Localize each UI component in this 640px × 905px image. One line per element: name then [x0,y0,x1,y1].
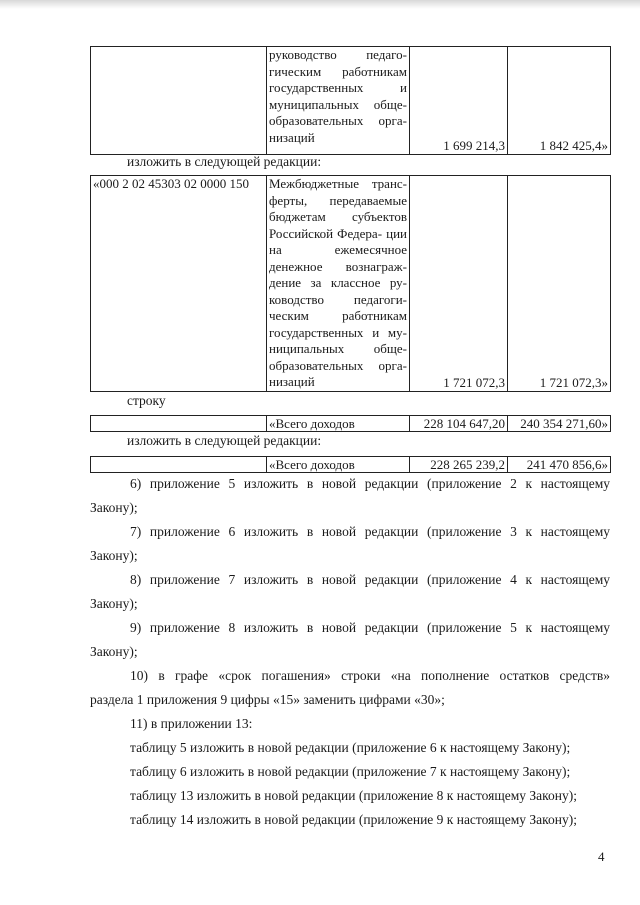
code-cell: «000 2 02 45303 02 0000 150 [91,176,267,392]
description-cell [267,47,410,155]
table-row [91,47,611,155]
table-14-item: таблицу 14 изложить в новой редакции (приложение 9 к настоящему Закону); [130,812,578,827]
value-cell-1: 1 721 072,3 [410,176,508,392]
scan-top-edge [0,0,640,9]
paragraph-9-cont: Закону); [90,644,138,659]
code-cell [91,416,267,432]
value-cell-1: 1 699 214,3 [410,47,508,155]
row-label: строку [127,393,166,408]
value-cell-2: 1 721 072,3» [508,176,611,392]
page-number: 4 [598,849,605,864]
description-text: Межбюджетные транс- ферты, передаваемые бюджетам субъектов Российской Федера- ции на ежемесячное денежное вознаграж- дение за классное ру- ководство педагоги- ческим работникам государственных и му- ниципальных обще- образовательных орга- низаций [269,176,407,389]
paragraph-9: 9) приложение 8 изложить в новой редакции (приложение 5 к настоящему [130,620,610,635]
description-cell [267,176,410,392]
code-cell [91,457,267,473]
paragraph-8: 8) приложение 7 изложить в новой редакции (приложение 4 к настоящему [130,572,610,587]
budget-table-new-row [90,175,611,392]
table-row [91,457,611,473]
description-text: руководство педаго- гическим работникам государственных и муниципальных обще- образовательных орга- низаций [269,47,407,145]
value-cell-1: 228 104 647,20 [410,416,508,432]
value-cell-2: 1 842 425,4» [508,47,611,155]
total-income-old-table [90,415,611,432]
table-5-item: таблицу 5 изложить в новой редакции (приложение 6 к настоящему Закону); [130,740,571,755]
table-row [91,176,611,392]
paragraph-7-cont: Закону); [90,548,138,563]
paragraph-10-cont: раздела 1 приложения 9 цифры «15» заменить цифрами «30»; [90,692,445,707]
code-cell [91,47,267,155]
paragraph-8-cont: Закону); [90,596,138,611]
paragraph-10: 10) в графе «срок погашения» строки «на пополнение остатков средств» [130,668,610,683]
replace-label: изложить в следующей редакции: [127,433,322,448]
table-row [91,416,611,432]
table-6-item: таблицу 6 изложить в новой редакции (приложение 7 к настоящему Закону); [130,764,571,779]
label-cell: «Всего доходов [267,457,410,473]
paragraph-11: 11) в приложении 13: [130,716,253,731]
table-13-item: таблицу 13 изложить в новой редакции (приложение 8 к настоящему Закону); [130,788,578,803]
replace-label: изложить в следующей редакции: [127,154,322,169]
value-cell-1: 228 265 239,2 [410,457,508,473]
value-cell-2: 241 470 856,6» [508,457,611,473]
paragraph-7: 7) приложение 6 изложить в новой редакции (приложение 3 к настоящему [130,524,610,539]
paragraph-6: 6) приложение 5 изложить в новой редакции (приложение 2 к настоящему [130,476,610,491]
label-cell: «Всего доходов [267,416,410,432]
value-cell-2: 240 354 271,60» [508,416,611,432]
total-income-new-table [90,456,611,473]
budget-table-continuation [90,46,611,155]
paragraph-6-cont: Закону); [90,500,138,515]
